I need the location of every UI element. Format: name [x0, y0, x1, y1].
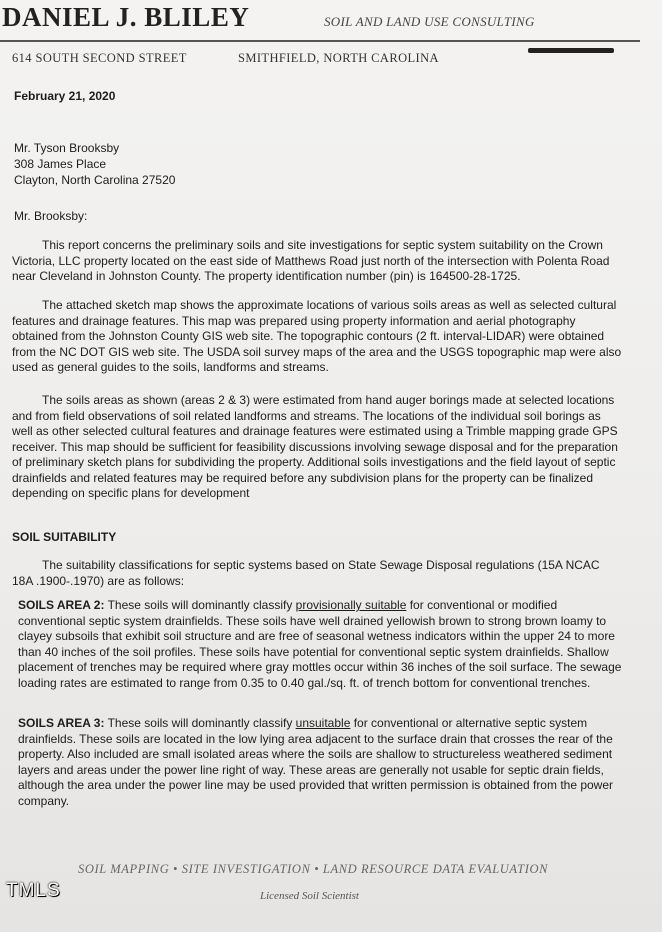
letterhead-mark	[528, 48, 614, 53]
letterhead-tagline: SOIL AND LAND USE CONSULTING	[324, 14, 535, 29]
letterhead-name: DANIEL J. BLILEY	[2, 2, 250, 32]
salutation: Mr. Brooksby:	[14, 209, 88, 223]
paragraph-map: The attached sketch map shows the approximate locations of various soils areas as well as selected cultural features and drainage features. This map was prepared using property information and aerial photography obtained from the Johnston County GIS web site. The topographic contours (2 ft. interval-LIDAR) were obtained from the NC DOT GIS web site. The USDA soil survey maps of the area and the USGS topographic map were also used as general guides to the soils, landforms and streams.	[12, 298, 622, 374]
letterhead-street: 614 SOUTH SECOND STREET	[12, 51, 187, 65]
recipient-city: Clayton, North Carolina 27520	[14, 173, 176, 187]
soils-area-2-term: provisionally suitable	[295, 598, 407, 612]
soils-area-3-term: unsuitable	[295, 716, 351, 730]
soils-area-3	[18, 716, 622, 809]
paragraph-soils-areas: The soils areas as shown (areas 2 & 3) were estimated from hand auger borings made at selected locations and from field observations of soil related landforms and streams. The locations of the individual soil borings as well as other selected cultural features and drainage features were estimated using a Trimble mapping grade GPS receiver. This map should be sufficient for feasibility discussions involving sewage disposal and for the preparation of preliminary sketch plans for subdividing the property. Additional soils investigations and the field layout of septic drainfields and related features may be required before any subdivision plans for the property can be finalized depending on specific plans for development	[12, 393, 618, 500]
soils-area-3-post: for conventional or alternative septic system drainfields. These soils are located in the low lying area adjacent to the surface drain that crosses the rear of the property. Also included are small isolated areas where the soils are shallow to structureless weathered sediment layers and areas under the power line right of way. These areas are generally not usable for septic drain fields, although the area under the power line may be used provided that written permission is obtained from the power company.	[18, 716, 614, 808]
section-heading: SOIL SUITABILITY	[12, 530, 117, 544]
soils-area-2-post: for conventional or modified conventional septic system drainfields. These soils have well drained yellowish brown to strong brown loamy to clayey subsoils that exhibit soil structure and are free of seasonal wetness indicators within the upper 24 to more than 40 inches of the soil profiles. These soils have potential for conventional septic system drainfields. Shallow placement of trenches may be required where gray mottles occur within 36 inches of the soil surface. The sewage loading rates are estimated to range from 0.35 to 0.40 gal./sq. ft. of trench bottom for conventional trenches.	[18, 598, 622, 690]
footer-services: SOIL MAPPING • SITE INVESTIGATION • LAND RESOURCE DATA EVALUATION	[78, 862, 549, 876]
letterhead-rule	[0, 40, 640, 42]
soils-area-2-pre: These soils will dominantly classify	[104, 598, 296, 612]
recipient-name: Mr. Tyson Brooksby	[14, 141, 120, 155]
soils-area-2	[18, 598, 622, 691]
soils-area-3-pre: These soils will dominantly classify	[104, 716, 296, 730]
soils-area-2-label: SOILS AREA 2:	[18, 598, 105, 612]
paragraph-classifications: The suitability classifications for septic systems based on State Sewage Disposal regulations (15A NCAC 18A .1900-.1970) are as follows:	[12, 558, 600, 588]
letter-date: February 21, 2020	[14, 89, 116, 103]
watermark-logo: TMLS	[6, 880, 61, 901]
recipient-street: 308 James Place	[14, 157, 107, 171]
soils-area-3-label: SOILS AREA 3:	[18, 716, 105, 730]
footer-credential: Licensed Soil Scientist	[260, 890, 359, 902]
paragraph-intro: This report concerns the preliminary soils and site investigations for septic system suitability on the Crown Victoria, LLC property located on the east side of Matthews Road just north of the intersection with Polenta Road near Cleveland in Johnston County. The property identification number (pin) is 164500-28-1725.	[12, 238, 610, 283]
letterhead-city: SMITHFIELD, NORTH CAROLINA	[238, 51, 439, 65]
